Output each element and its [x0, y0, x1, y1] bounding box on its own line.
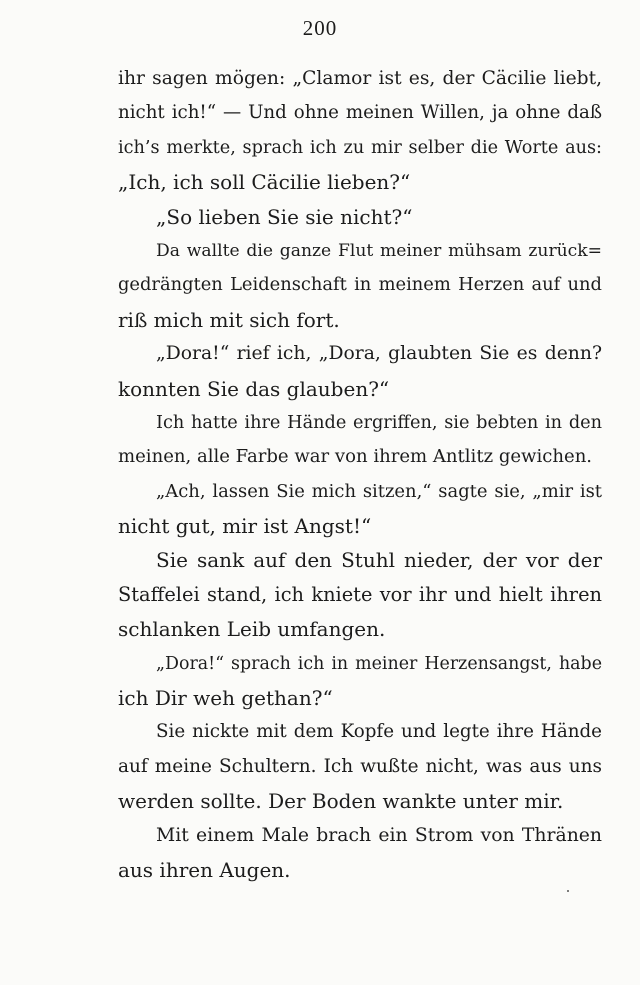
- text-line: ihr sagen mögen: „Clamor ist es, der Cäcilie liebt,: [118, 68, 602, 89]
- text-line: „Ich, ich soll Cäcilie lieben?“: [118, 170, 411, 195]
- text-line: auf meine Schultern. Ich wußte nicht, was aus uns: [118, 755, 602, 777]
- text-line: „Ach, lassen Sie mich sitzen,“ sagte sie, „mir ist: [156, 480, 602, 502]
- text-line: Sie nickte mit dem Kopfe und legte ihre Hände: [156, 721, 602, 743]
- text-line: schlanken Leib umfangen.: [118, 617, 386, 642]
- text-line: Sie sank auf den Stuhl nieder, der vor der: [156, 548, 602, 573]
- text-line: „Dora!“ sprach ich in meiner Herzensangst, habe: [156, 653, 602, 674]
- paper-speck: [567, 890, 569, 892]
- text-line: ich’s merkte, sprach ich zu mir selber die Worte aus:: [118, 137, 602, 158]
- text-line: konnten Sie das glauben?“: [118, 376, 390, 401]
- text-line: nicht gut, mir ist Angst!“: [118, 514, 372, 539]
- page-number: 200: [302, 16, 338, 40]
- text-line: meinen, alle Farbe war von ihrem Antlitz gewichen.: [118, 446, 593, 468]
- text-line: Staffelei stand, ich kniete vor ihr und hielt ihren: [118, 582, 602, 606]
- text-line: gedrängten Leidenschaft in meinem Herzen auf und: [118, 274, 602, 296]
- text-line: „So lieben Sie sie nicht?“: [156, 204, 413, 229]
- text-line: aus ihren Augen.: [118, 857, 291, 882]
- text-line: Ich hatte ihre Hände ergriffen, sie bebten in den: [156, 412, 602, 433]
- text-line: Mit einem Male brach ein Strom von Thränen: [156, 824, 602, 846]
- text-line: „Dora!“ rief ich, „Dora, glaubten Sie es denn?: [156, 343, 602, 365]
- text-line: ich Dir weh gethan?“: [118, 686, 333, 711]
- text-line: riß mich mit sich fort.: [118, 307, 340, 332]
- text-line: nicht ich!“ — Und ohne meinen Willen, ja ohne daß: [118, 102, 602, 124]
- body-text: [118, 62, 602, 887]
- text-line: Da wallte die ganze Flut meiner mühsam zurück=: [156, 240, 602, 261]
- text-line: werden sollte. Der Boden wankte unter mir.: [118, 789, 564, 814]
